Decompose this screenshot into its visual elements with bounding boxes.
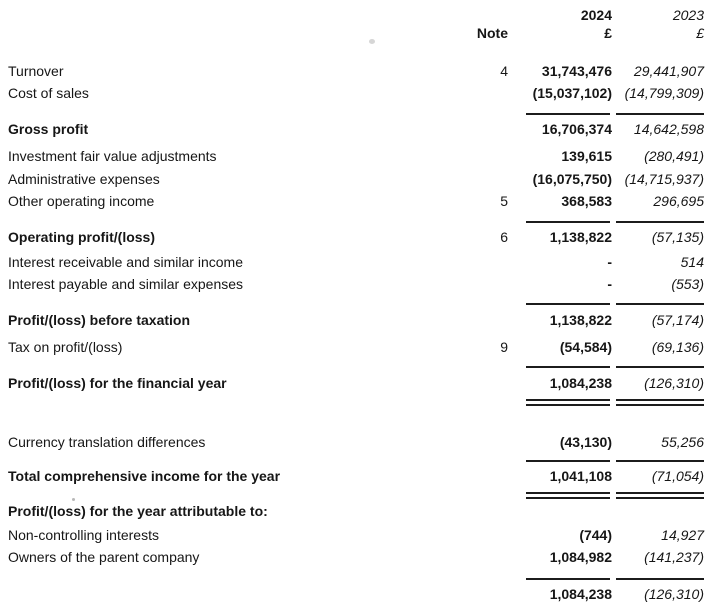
double-rule-2023 — [616, 399, 704, 406]
year-header-2024: 2024 — [580, 7, 612, 23]
row-value-2023: (69,136) — [651, 339, 704, 355]
table-header-units — [0, 24, 710, 42]
row-label: Investment fair value adjustments — [8, 148, 217, 164]
rule-2024 — [526, 366, 610, 368]
table-row-interest-receivable — [0, 252, 710, 272]
double-underline-rule — [0, 399, 710, 406]
row-value-2024: 31,743,476 — [541, 63, 612, 79]
row-value-2023: (57,174) — [651, 312, 704, 328]
rule-2024 — [526, 578, 610, 580]
row-value-2024: 1,138,822 — [549, 229, 612, 245]
rule-2024 — [526, 113, 610, 115]
row-note: 9 — [500, 339, 508, 355]
currency-header-2024: £ — [604, 25, 612, 41]
row-note: 6 — [500, 229, 508, 245]
row-label: Other operating income — [8, 193, 155, 209]
row-value-2023: 55,256 — [661, 434, 704, 450]
row-note: 4 — [500, 63, 508, 79]
table-row-administrative-expenses — [0, 169, 710, 189]
row-note: 5 — [500, 193, 508, 209]
table-row-gross-profit — [0, 119, 710, 139]
double-underline-rule — [0, 492, 710, 499]
row-value-2024: - — [607, 254, 612, 270]
row-label: Non-controlling interests — [8, 527, 159, 543]
table-row-profit-for-year — [0, 373, 710, 393]
table-row-cost-of-sales — [0, 83, 710, 103]
double-rule-2023 — [616, 492, 704, 499]
row-label: Profit/(loss) for the financial year — [8, 375, 227, 391]
currency-header-2023: £ — [696, 25, 704, 41]
row-value-2024: 139,615 — [561, 148, 612, 164]
table-row-interest-payable — [0, 274, 710, 294]
row-value-2024: (16,075,750) — [532, 171, 612, 187]
row-label: Operating profit/(loss) — [8, 229, 155, 245]
scan-artifact-dot — [72, 498, 75, 501]
row-value-2024: 1,084,238 — [549, 375, 612, 391]
table-header-years — [0, 6, 710, 24]
row-value-2023: (553) — [671, 276, 704, 292]
row-value-2023: 14,642,598 — [633, 121, 704, 137]
table-row-investment-fair-value — [0, 146, 710, 166]
row-value-2023: 514 — [680, 254, 704, 270]
row-value-2023: (126,310) — [644, 586, 704, 602]
row-value-2024: - — [607, 276, 612, 292]
table-row-other-operating-income — [0, 191, 710, 211]
row-label: Gross profit — [8, 121, 89, 137]
rule-2023 — [616, 221, 704, 223]
table-row-non-controlling-interests — [0, 525, 710, 545]
rule-2023 — [616, 460, 704, 462]
row-value-2023: (280,491) — [644, 148, 704, 164]
row-value-2023: (57,135) — [651, 229, 704, 245]
row-value-2023: (141,237) — [644, 549, 704, 565]
row-value-2024: 1,041,108 — [549, 468, 612, 484]
rule-2023 — [616, 366, 704, 368]
row-label: Interest receivable and similar income — [8, 254, 243, 270]
table-row-operating-profit — [0, 227, 710, 247]
rule-2024 — [526, 460, 610, 462]
row-label: Administrative expenses — [8, 171, 160, 187]
row-value-2024: 1,138,822 — [549, 312, 612, 328]
rule-2023 — [616, 113, 704, 115]
row-value-2023: (14,715,937) — [624, 171, 704, 187]
row-label: Interest payable and similar expenses — [8, 276, 244, 292]
rule-2023 — [616, 578, 704, 580]
row-value-2024: 16,706,374 — [541, 121, 612, 137]
row-label: Profit/(loss) before taxation — [8, 312, 191, 328]
rule-2023 — [616, 303, 704, 305]
row-value-2023: (71,054) — [651, 468, 704, 484]
table-row-attributable-total — [0, 584, 710, 604]
row-value-2023: 29,441,907 — [633, 63, 704, 79]
underline-rule — [0, 221, 710, 223]
row-value-2024: (744) — [579, 527, 612, 543]
table-row-tax-on-profit — [0, 337, 710, 357]
rule-2024 — [526, 221, 610, 223]
row-value-2024: 1,084,982 — [549, 549, 612, 565]
row-value-2023: (126,310) — [644, 375, 704, 391]
double-rule-2024 — [526, 399, 610, 406]
row-value-2023: 296,695 — [653, 193, 704, 209]
income-statement-page — [0, 6, 710, 615]
row-value-2024: (15,037,102) — [532, 85, 612, 101]
row-label: Owners of the parent company — [8, 549, 200, 565]
section-heading: Profit/(loss) for the year attributable to: — [8, 503, 268, 519]
row-label: Tax on profit/(loss) — [8, 339, 123, 355]
underline-rule — [0, 366, 710, 368]
row-label: Total comprehensive income for the year — [8, 468, 281, 484]
scan-artifact-dot — [369, 39, 375, 44]
note-column-header: Note — [476, 25, 508, 41]
row-label: Turnover — [8, 63, 64, 79]
double-rule-2024 — [526, 492, 610, 499]
table-row-attributable-heading — [0, 501, 710, 521]
underline-rule — [0, 303, 710, 305]
rule-2024 — [526, 303, 610, 305]
row-value-2023: 14,927 — [661, 527, 704, 543]
row-value-2024: 368,583 — [561, 193, 612, 209]
row-value-2023: (14,799,309) — [624, 85, 704, 101]
table-row-currency-translation — [0, 432, 710, 452]
table-row-total-comprehensive-income — [0, 466, 710, 486]
underline-rule — [0, 578, 710, 580]
underline-rule — [0, 460, 710, 462]
table-row-profit-before-taxation — [0, 310, 710, 330]
row-label: Cost of sales — [8, 85, 89, 101]
table-row-turnover — [0, 61, 710, 81]
row-value-2024: (54,584) — [559, 339, 612, 355]
table-row-owners-of-parent — [0, 547, 710, 567]
year-header-2023: 2023 — [672, 7, 704, 23]
row-label: Currency translation differences — [8, 434, 206, 450]
underline-rule — [0, 113, 710, 115]
row-value-2024: 1,084,238 — [549, 586, 612, 602]
row-value-2024: (43,130) — [559, 434, 612, 450]
